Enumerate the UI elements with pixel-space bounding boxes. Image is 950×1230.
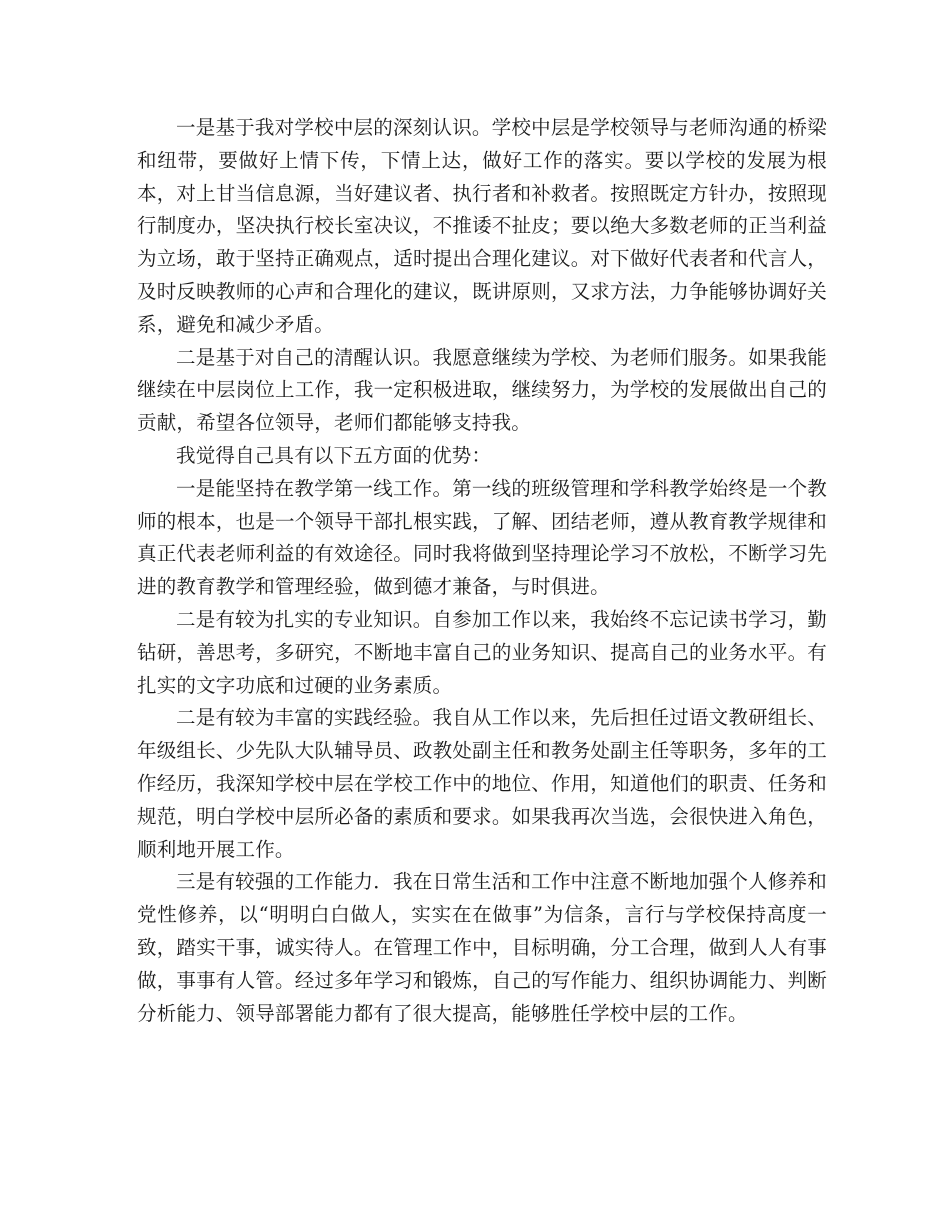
paragraph-7: 三是有较强的工作能力．我在日常生活和工作中注意不断地加强个人修养和党性修养，以“明明白白做人，实实在在做事”为信条，言行与学校保持高度一致，踏实干事，诚实待人。在管理工作中，目标明确，分工合理，做到人人有事做，事事有人管。经过多年学习和锻炼，自己的写作能力、组织协调能力、判断分析能力、领导部署能力都有了很大提高，能够胜任学校中层的工作。 bbox=[137, 870, 827, 1025]
paragraph-6: 二是有较为丰富的实践经验。我自从工作以来，先后担任过语文教研组长、年级组长、少先队大队辅导员、政教处副主任和教务处副主任等职务，多年的工作经历，我深知学校中层在学校工作中的地位、作用，知道他们的职责、任务和规范，明白学校中层所必备的素质和要求。如果我再次当选，会很快进入角色，顺利地开展工作。 bbox=[137, 706, 827, 861]
paragraph-5: 二是有较为扎实的专业知识。自参加工作以来，我始终不忘记读书学习，勤钻研，善思考，多研究，不断地丰富自己的业务知识、提高自己的业务水平。有扎实的文字功底和过硬的业务素质。 bbox=[137, 607, 827, 697]
paragraph-4: 一是能坚持在教学第一线工作。第一线的班级管理和学科教学始终是一个教师的根本，也是一个领导干部扎根实践，了解、团结老师，遵从教育教学规律和真正代表老师利益的有效途径。同时我将做到坚持理论学习不放松，不断学习先进的教育教学和管理经验，做到德才兼备，与时俱进。 bbox=[137, 476, 827, 599]
paragraph-1: 一是基于我对学校中层的深刻认识。学校中层是学校领导与老师沟通的桥梁和纽带，要做好上情下传，下情上达，做好工作的落实。要以学校的发展为根本，对上甘当信息源，当好建议者、执行者和补救者。按照既定方针办，按照现行制度办，坚决执行校长室决议，不推诿不扯皮；要以绝大多数老师的正当利益为立场，敢于坚持正确观点，适时提出合理化建议。对下做好代表者和代言人，及时反映教师的心声和合理化的建议，既讲原则，又求方法，力争能够协调好关系，避免和减少矛盾。 bbox=[137, 116, 827, 336]
paragraph-2: 二是基于对自己的清醒认识。我愿意继续为学校、为老师们服务。如果我能继续在中层岗位上工作，我一定积极进取，继续努力，为学校的发展做出自己的贡献，希望各位领导，老师们都能够支持我。 bbox=[137, 345, 827, 435]
paragraph-3: 我觉得自己具有以下五方面的优势： bbox=[176, 443, 492, 467]
document-body bbox=[137, 112, 827, 1030]
